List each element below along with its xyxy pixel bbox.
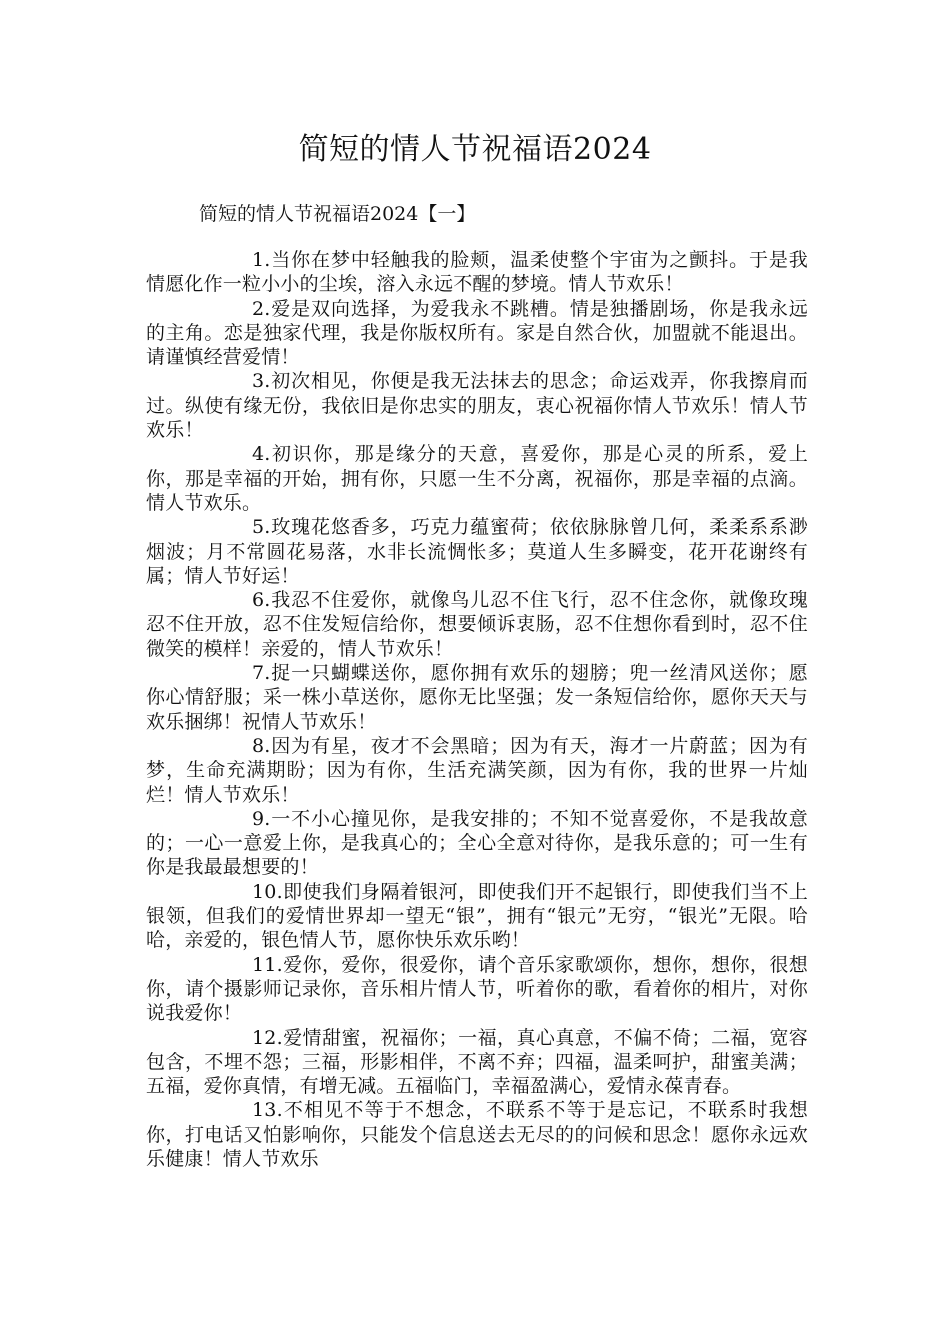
list-item <box>146 248 808 297</box>
item-number: 11. <box>252 953 283 976</box>
list-item <box>146 588 808 661</box>
section-heading: 简短的情人节祝福语2024【一】 <box>199 203 476 225</box>
item-text: 玫瑰花悠香多，巧克力蕴蜜荷；依依脉脉曾几何，柔柔系系渺烟波；月不常圆花易落，水非长流惆怅多；莫道人生多瞬变，花开花谢终有属；情人节好运！ <box>146 516 808 587</box>
item-text: 初次相见，你便是我无法抹去的思念；命运戏弄，你我擦肩而过。纵使有缘无份，我依旧是你忠实的朋友，衷心祝福你情人节欢乐！情人节欢乐！ <box>146 370 808 442</box>
list-item <box>146 369 808 442</box>
item-text: 爱情甜蜜，祝福你；一福，真心真意，不偏不倚；二福，宽容包含，不埋不怨；三福，形影相伴，不离不弃；四福，温柔呵护，甜蜜美满；五福，爱你真情，有增无减。五福临门，幸福盈满心，爱情永葆青春。 <box>146 1026 808 1098</box>
item-text: 当你在梦中轻触我的脸颊，温柔使整个宇宙为之颤抖。于是我情愿化作一粒小小的尘埃，溶入永远不醒的梦境。情人节欢乐！ <box>146 249 808 296</box>
item-text: 爱是双向选择，为爱我永不跳槽。情是独播剧场，你是我永远的主角。恋是独家代理，我是你版权所有。家是自然合伙，加盟就不能退出。请谨慎经营爱情！ <box>146 297 808 369</box>
item-text: 捉一只蝴蝶送你，愿你拥有欢乐的翅膀；兜一丝清风送你；愿你心情舒服；采一株小草送你，愿你无比坚强；发一条短信给你，愿你天天与欢乐捆绑！祝情人节欢乐！ <box>146 662 808 733</box>
list-item <box>146 515 808 588</box>
item-number: 6. <box>252 589 271 612</box>
item-text: 因为有星，夜才不会黑暗；因为有天，海才一片蔚蓝；因为有梦，生命充满期盼；因为有你，生活充满笑颜，因为有你，我的世界一片灿烂！情人节欢乐！ <box>146 734 808 806</box>
item-number: 1. <box>252 249 271 271</box>
list-item <box>146 1098 808 1171</box>
item-number: 2. <box>252 297 271 320</box>
list-item <box>146 297 808 370</box>
item-number: 3. <box>252 370 271 393</box>
item-number: 4. <box>252 443 271 466</box>
item-text: 爱你，爱你，很爱你，请个音乐家歌颂你，想你，想你，很想你，请个摄影师记录你，音乐相片情人节，听着你的歌，看着你的相片，对你说我爱你！ <box>146 953 808 1025</box>
item-number: 13. <box>252 1099 283 1122</box>
item-text: 一不小心撞见你，是我安排的；不知不觉喜爱你，不是我故意的；一心一意爱上你，是我真心的；全心全意对待你，是我乐意的；可一生有你是我最最想要的！ <box>146 807 808 879</box>
item-number: 12. <box>252 1026 283 1049</box>
list-item <box>146 1026 808 1099</box>
greeting-list <box>146 248 808 1171</box>
list-item <box>146 953 808 1026</box>
item-number: 5. <box>252 516 271 539</box>
list-item <box>146 880 808 953</box>
item-text: 初识你，那是缘分的天意，喜爱你，那是心灵的所系，爱上你，那是幸福的开始，拥有你，只愿一生不分离，祝福你，那是幸福的点滴。情人节欢乐。 <box>146 443 808 514</box>
item-number: 10. <box>252 880 283 903</box>
document-title: 简短的情人节祝福语2024 <box>298 132 652 167</box>
item-text: 即使我们身隔着银河，即使我们开不起银行，即使我们当不上银领，但我们的爱情世界却一望无“银”，拥有“银元”无穷，“银光”无限。哈哈，亲爱的，银色情人节，愿你快乐欢乐哟！ <box>146 880 808 952</box>
list-item <box>146 661 808 734</box>
list-item <box>146 442 808 515</box>
item-number: 9. <box>252 807 271 830</box>
item-number: 8. <box>252 734 271 757</box>
item-text: 不相见不等于不想念，不联系不等于是忘记，不联系时我想你，打电话又怕影响你，只能发个信息送去无尽的的问候和思念！愿你永远欢乐健康！情人节欢乐 <box>146 1099 808 1170</box>
item-text: 我忍不住爱你，就像鸟儿忍不住飞行，忍不住念你，就像玫瑰忍不住开放，忍不住发短信给你，想要倾诉衷肠，忍不住想你看到时，忍不住微笑的模样！亲爱的，情人节欢乐！ <box>146 589 808 660</box>
list-item <box>146 734 808 807</box>
item-number: 7. <box>252 662 271 685</box>
list-item <box>146 807 808 880</box>
